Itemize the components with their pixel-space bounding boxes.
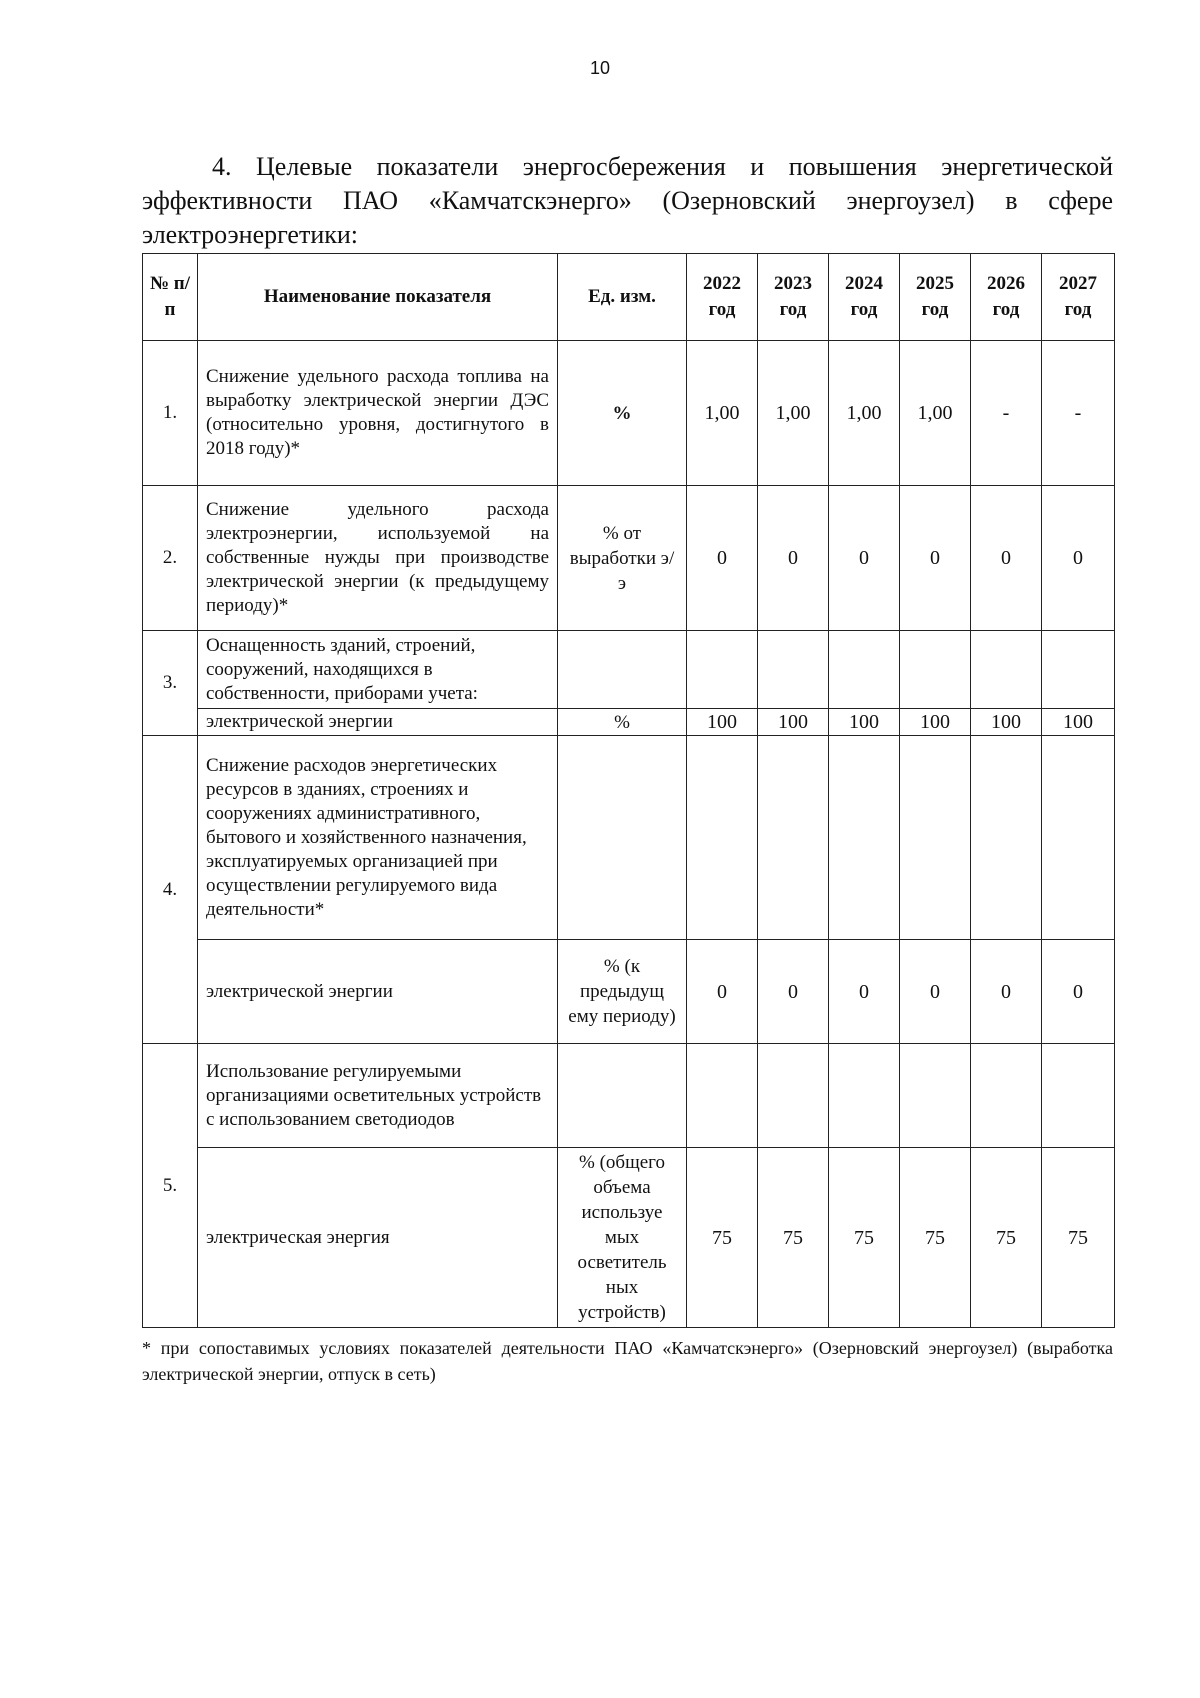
header-year-2025: 2025 год [900, 254, 971, 341]
unit-cell: % [558, 341, 687, 486]
heading-line-3: электроэнергетики: [142, 220, 359, 249]
value-2022: 0 [687, 940, 758, 1044]
header-num: № п/п [143, 254, 198, 341]
header-name: Наименование показателя [198, 254, 558, 341]
empty-cell [829, 631, 900, 709]
unit-cell: % от выработки э/э [558, 486, 687, 631]
indicator-name: Оснащенность зданий, строений, сооружений, находящихся в собственности, приборами учета: [198, 631, 558, 709]
value-2023: 100 [758, 709, 829, 736]
row-number: 2. [143, 486, 198, 631]
value-2027: 0 [1042, 940, 1115, 1044]
empty-cell [758, 736, 829, 940]
table-subrow [143, 940, 1115, 1044]
value-2023: 1,00 [758, 341, 829, 486]
heading-line-2: эффективности ПАО «Камчатскэнерго» (Озерновский энергоузел) в сфере [142, 186, 1113, 215]
header-year-2026: 2026 год [971, 254, 1042, 341]
empty-cell [829, 1044, 900, 1148]
header-year-2023: 2023 год [758, 254, 829, 341]
table-row [143, 736, 1115, 940]
empty-cell [1042, 736, 1115, 940]
empty-cell [1042, 631, 1115, 709]
empty-cell [687, 631, 758, 709]
unit-cell: % (к предыдущ ему периоду) [558, 940, 687, 1044]
empty-cell [971, 631, 1042, 709]
indicator-subname: электрическая энергия [198, 1148, 558, 1328]
header-year-2022: 2022 год [687, 254, 758, 341]
empty-cell [758, 1044, 829, 1148]
value-2024: 0 [829, 940, 900, 1044]
value-2025: 100 [900, 709, 971, 736]
value-2025: 0 [900, 940, 971, 1044]
empty-cell [558, 631, 687, 709]
empty-cell [558, 736, 687, 940]
indicator-subname: электрической энергии [198, 709, 558, 736]
table-row [143, 486, 1115, 631]
table-row [143, 341, 1115, 486]
table-row [143, 631, 1115, 709]
value-2024: 1,00 [829, 341, 900, 486]
empty-cell [829, 736, 900, 940]
empty-cell [971, 736, 1042, 940]
value-2027: 0 [1042, 486, 1115, 631]
heading-line-1: 4. Целевые показатели энергосбережения и повышения энергетической [212, 152, 1113, 181]
header-unit: Ед. изм. [558, 254, 687, 341]
row-number: 3. [143, 631, 198, 736]
header-year-2024: 2024 год [829, 254, 900, 341]
table-subrow [143, 709, 1115, 736]
empty-cell [687, 736, 758, 940]
value-2023: 75 [758, 1148, 829, 1328]
indicator-name: Использование регулируемыми организациями осветительных устройств с использованием светодиодов [198, 1044, 558, 1148]
row-number: 5. [143, 1044, 198, 1328]
value-2025: 0 [900, 486, 971, 631]
table-row [143, 1044, 1115, 1148]
table-header-row [143, 254, 1115, 341]
value-2027: 100 [1042, 709, 1115, 736]
section-heading [142, 150, 1113, 252]
value-2022: 0 [687, 486, 758, 631]
indicator-subname: электрической энергии [198, 940, 558, 1044]
value-2027: 75 [1042, 1148, 1115, 1328]
value-2024: 75 [829, 1148, 900, 1328]
empty-cell [558, 1044, 687, 1148]
value-2024: 100 [829, 709, 900, 736]
value-2023: 0 [758, 486, 829, 631]
empty-cell [758, 631, 829, 709]
empty-cell [900, 631, 971, 709]
value-2026: 0 [971, 940, 1042, 1044]
empty-cell [687, 1044, 758, 1148]
row-number: 1. [143, 341, 198, 486]
indicator-name: Снижение удельного расхода топлива на выработку электрической энергии ДЭС (относительно уровня, достигнутого в 2018 году)* [198, 341, 558, 486]
empty-cell [1042, 1044, 1115, 1148]
empty-cell [900, 736, 971, 940]
value-2022: 75 [687, 1148, 758, 1328]
value-2022: 1,00 [687, 341, 758, 486]
value-2024: 0 [829, 486, 900, 631]
unit-cell: % [558, 709, 687, 736]
value-2025: 75 [900, 1148, 971, 1328]
indicator-name: Снижение удельного расхода электроэнергии, используемой на собственные нужды при производстве электрической энергии (к предыдущему периоду)* [198, 486, 558, 631]
unit-cell: % (общего объема используе мых осветитель ных устройств) [558, 1148, 687, 1328]
value-2026: 75 [971, 1148, 1042, 1328]
value-2026: - [971, 341, 1042, 486]
value-2022: 100 [687, 709, 758, 736]
value-2027: - [1042, 341, 1115, 486]
footnote: * при сопоставимых условиях показателей деятельности ПАО «Камчатскэнерго» (Озерновский энергоузел) (выработка электрической энергии, отпуск в сеть) [142, 1338, 1113, 1384]
value-2023: 0 [758, 940, 829, 1044]
value-2025: 1,00 [900, 341, 971, 486]
table-subrow [143, 1148, 1115, 1328]
page-number: 10 [589, 58, 611, 78]
indicator-name: Снижение расходов энергетических ресурсов в зданиях, строениях и сооружениях административного, бытового и хозяйственного назначения, эксплуатируемых организацией при осуществлении регулируемого вида деятельности* [198, 736, 558, 940]
row-number: 4. [143, 736, 198, 1044]
header-year-2027: 2027 год [1042, 254, 1115, 341]
indicators-table [142, 253, 1115, 1328]
value-2026: 0 [971, 486, 1042, 631]
empty-cell [900, 1044, 971, 1148]
value-2026: 100 [971, 709, 1042, 736]
empty-cell [971, 1044, 1042, 1148]
